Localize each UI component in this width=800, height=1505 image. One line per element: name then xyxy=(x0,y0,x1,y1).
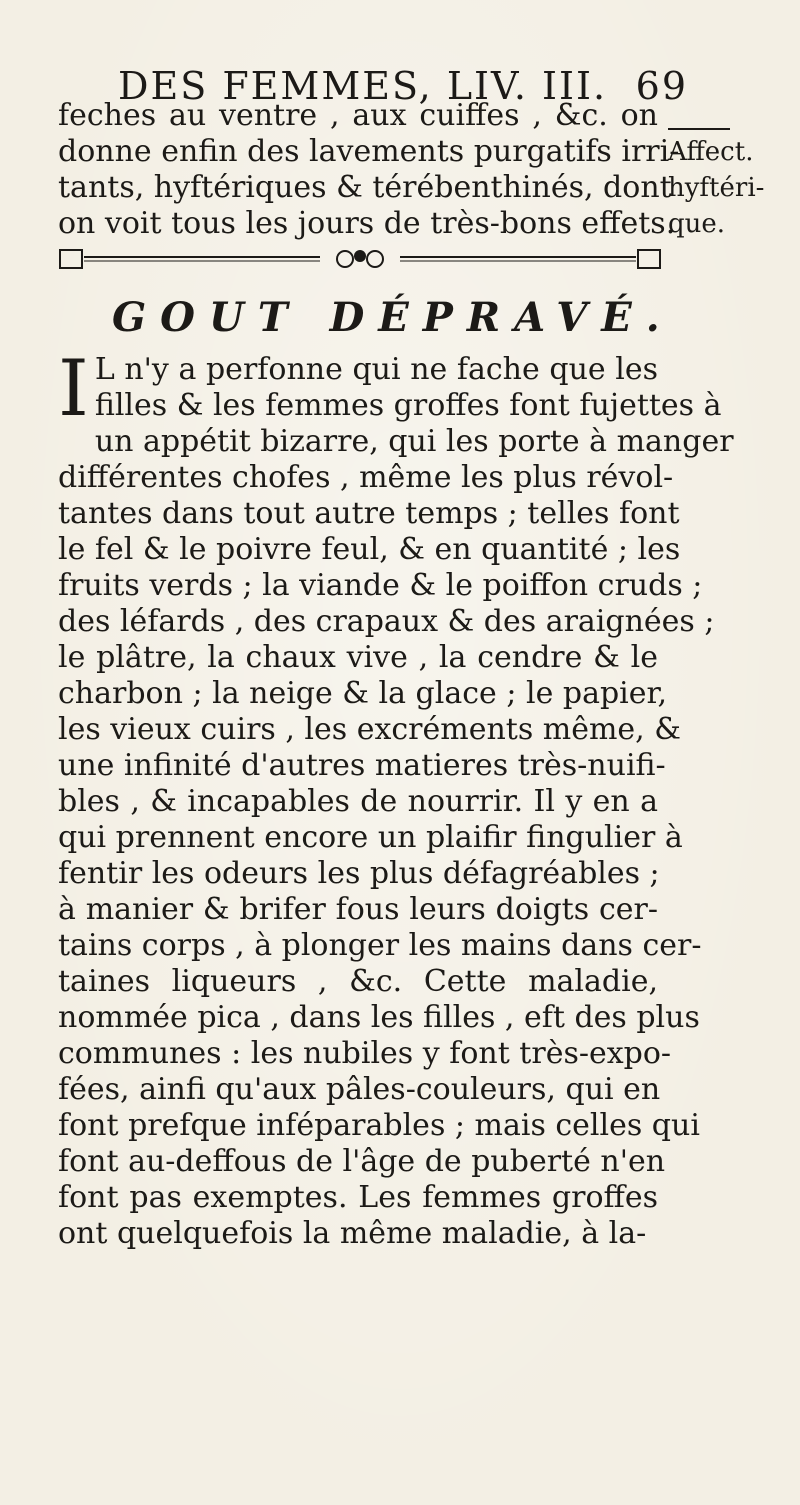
text-line: différentes chofes , même les plus révol- xyxy=(58,460,674,495)
text-line: filles & les femmes groffes font fujettes à xyxy=(94,388,722,423)
main-paragraph xyxy=(58,344,734,1252)
text-line: L n'y a perfonne qui ne fache que les xyxy=(94,352,658,387)
text-line: bles , & incapables de nourrir. Il y en a xyxy=(58,784,658,819)
ornamental-divider xyxy=(60,246,660,272)
text-line: font prefque inféparables ; mais celles qui xyxy=(58,1108,700,1143)
text-line: font pas exemptes. Les femmes groffes xyxy=(58,1180,658,1215)
text-line: le fel & le poivre feul, & en quantité ; les xyxy=(58,532,681,567)
text-line: tants, hyftériques & térébenthinés, dont xyxy=(58,170,672,205)
margin-note-line: Affect. xyxy=(668,137,754,167)
text-line: communes : les nubiles y font très-expo- xyxy=(58,1036,672,1071)
text-line: feches au ventre , aux cuiffes , &c. on xyxy=(58,98,658,133)
text-line: des léfards , des crapaux & des araignées ; xyxy=(58,604,715,639)
text-line: tantes dans tout autre temps ; telles font xyxy=(58,496,680,531)
text-line: fentir les odeurs les plus défagréables ; xyxy=(58,856,660,891)
section-title: GOUT DÉPRAVÉ. xyxy=(112,294,674,341)
running-title: DES FEMMES, LIV. III. xyxy=(118,64,608,108)
text-line: un appétit bizarre, qui les porte à manger xyxy=(94,424,734,459)
text-line: fruits verds ; la viande & le poiffon cruds ; xyxy=(58,568,703,603)
text-line: taines liqueurs , &c. Cette maladie, xyxy=(58,964,658,999)
text-line: à manier & brifer fous leurs doigts cer- xyxy=(58,892,658,927)
text-line: nommée pica , dans les filles , eft des plus xyxy=(58,1000,700,1035)
opening-lines xyxy=(58,344,722,434)
drop-cap: I xyxy=(58,344,89,434)
text-line: le plâtre, la chaux vive , la cendre & le xyxy=(58,640,658,675)
text-line: qui prennent encore un plaifir fingulier à xyxy=(58,820,683,855)
text-line: ont quelquefois la même maladie, à la- xyxy=(58,1216,647,1251)
margin-arrow xyxy=(668,118,730,130)
text-line: charbon ; la neige & la glace ; le papier, xyxy=(58,676,668,711)
text-line: tains corps , à plonger les mains dans cer- xyxy=(58,928,702,963)
margin-note xyxy=(668,112,798,242)
text-line: on voit tous les jours de très-bons effets. xyxy=(58,206,676,241)
margin-note-line: que. xyxy=(668,209,726,239)
page-number: 69 xyxy=(635,64,688,108)
text-line: les vieux cuirs , les excréments même, & xyxy=(58,712,681,747)
text-line: donne enfin des lavements purgatifs irri- xyxy=(58,134,680,169)
text-line: une infinité d'autres matieres très-nuifi- xyxy=(58,748,666,783)
top-paragraph xyxy=(58,98,680,242)
text-line: font au-deffous de l'âge de puberté n'en xyxy=(58,1144,666,1179)
margin-note-line: hyftéri- xyxy=(668,173,765,203)
text-line: fées, ainfi qu'aux pâles-couleurs, qui en xyxy=(58,1072,661,1107)
